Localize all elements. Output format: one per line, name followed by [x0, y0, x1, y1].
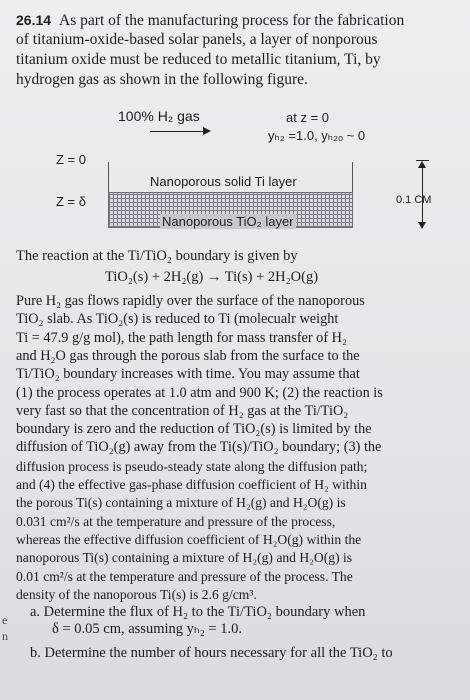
reaction-intro: The reaction at the Ti/TiO₂ boundary is given by — [16, 248, 298, 264]
part-a-line-2: δ = 0.05 cm, assuming yₕ₂ = 1.0. — [52, 621, 242, 637]
boundary-z0-label: at z = 0 — [286, 110, 329, 125]
gas-flow-arrowhead — [203, 127, 211, 135]
paragraph-line: (1) the process operates at 1.0 atm and 900 K; (2) the reaction is — [16, 384, 383, 401]
paragraph-line: Pure H₂ gas flows rapidly over the surface of the nanoporous — [16, 293, 365, 309]
zdelta-label: Z = δ — [56, 194, 86, 209]
z0-label: Z = 0 — [56, 152, 86, 167]
thickness-label: 0.1 CM — [396, 194, 432, 206]
reaction-equation: TiO₂(s) + 2H₂(g) → Ti(s) + 2H₂O(g) — [105, 269, 319, 285]
problem-first-line — [16, 10, 404, 31]
nano-tio2-label: Nanoporous TiO₂ layer — [162, 214, 294, 229]
paragraph-line: Ti = 47.9 g/g mol), the path length for mass transfer of H₂ — [16, 329, 347, 346]
paragraph-line: nanoporous Ti(s) containing a mixture of H₂(g) and H₂O(g) is — [16, 550, 353, 566]
paragraph-line: TiO₂ slab. As TiO₂(s) is reduced to Ti (molecualr weight — [16, 311, 339, 328]
paragraph-line: density of the nanoporous Ti(s) is 2.6 g/cm³. — [16, 586, 257, 602]
thickness-arrow-down — [418, 222, 426, 229]
problem-line-2: of titanium-oxide-based solar panels, a layer of nonporous — [16, 31, 378, 48]
paragraph-line: Ti/TiO₂ boundary increases with time. You may assume that — [16, 366, 360, 383]
paragraph-line: whereas the effective diffusion coefficient of H₂O(g) within the — [16, 531, 362, 547]
problem-line-4: hydrogen gas as shown in the following figure. — [16, 71, 308, 88]
part-b-line: b. Determine the number of hours necessary for all the TiO₂ to — [30, 645, 393, 661]
paragraph-line: very fast so that the concentration of H₂ gas at the Ti/TiO₂ — [16, 402, 349, 419]
margin-mark-n: n — [2, 629, 8, 643]
paragraph-line: boundary is zero and the reduction of TiO₂(s) is limited by the — [16, 421, 372, 438]
paragraph-line: and (4) the effective gas-phase diffusion coefficient of H₂ within — [16, 477, 367, 492]
gas-label: 100% H₂ gas — [118, 108, 200, 124]
boundary-values: yₕ₂ =1.0, yₕ₂ₒ ~ 0 — [268, 128, 366, 143]
paragraph-line: diffusion of TiO₂(g) away from the Ti(s)/TiO₂ boundary; (3) the — [16, 439, 382, 456]
paragraph-line: 0.031 cm²/s at the temperature and pressure of the process, — [16, 513, 336, 529]
slab-figure — [0, 104, 470, 228]
problem-line-1: As part of the manufacturing process for the fabrication — [59, 12, 405, 29]
problem-line-3: titanium oxide must be reduced to metallic titanium, Ti, by — [16, 51, 381, 68]
margin-mark-e: e — [2, 613, 8, 627]
nano-ti-label: Nanoporous solid Ti layer — [150, 174, 297, 189]
part-a-line-1: a. Determine the flux of H₂ to the Ti/TiO₂ boundary when — [30, 604, 366, 620]
paragraph-line: and H₂O gas through the porous slab from the surface to the — [16, 347, 360, 364]
paragraph-line: the porous Ti(s) containing a mixture of H₂(g) and H₂O(g) is — [16, 495, 346, 511]
problem-number: 26.14 — [16, 12, 52, 28]
paragraph-line: diffusion process is pseudo-steady state along the diffusion path; — [16, 458, 368, 474]
gas-flow-arrow — [150, 131, 205, 132]
paragraph-line: 0.01 cm²/s at the temperature and pressure of the process. The — [16, 568, 353, 584]
